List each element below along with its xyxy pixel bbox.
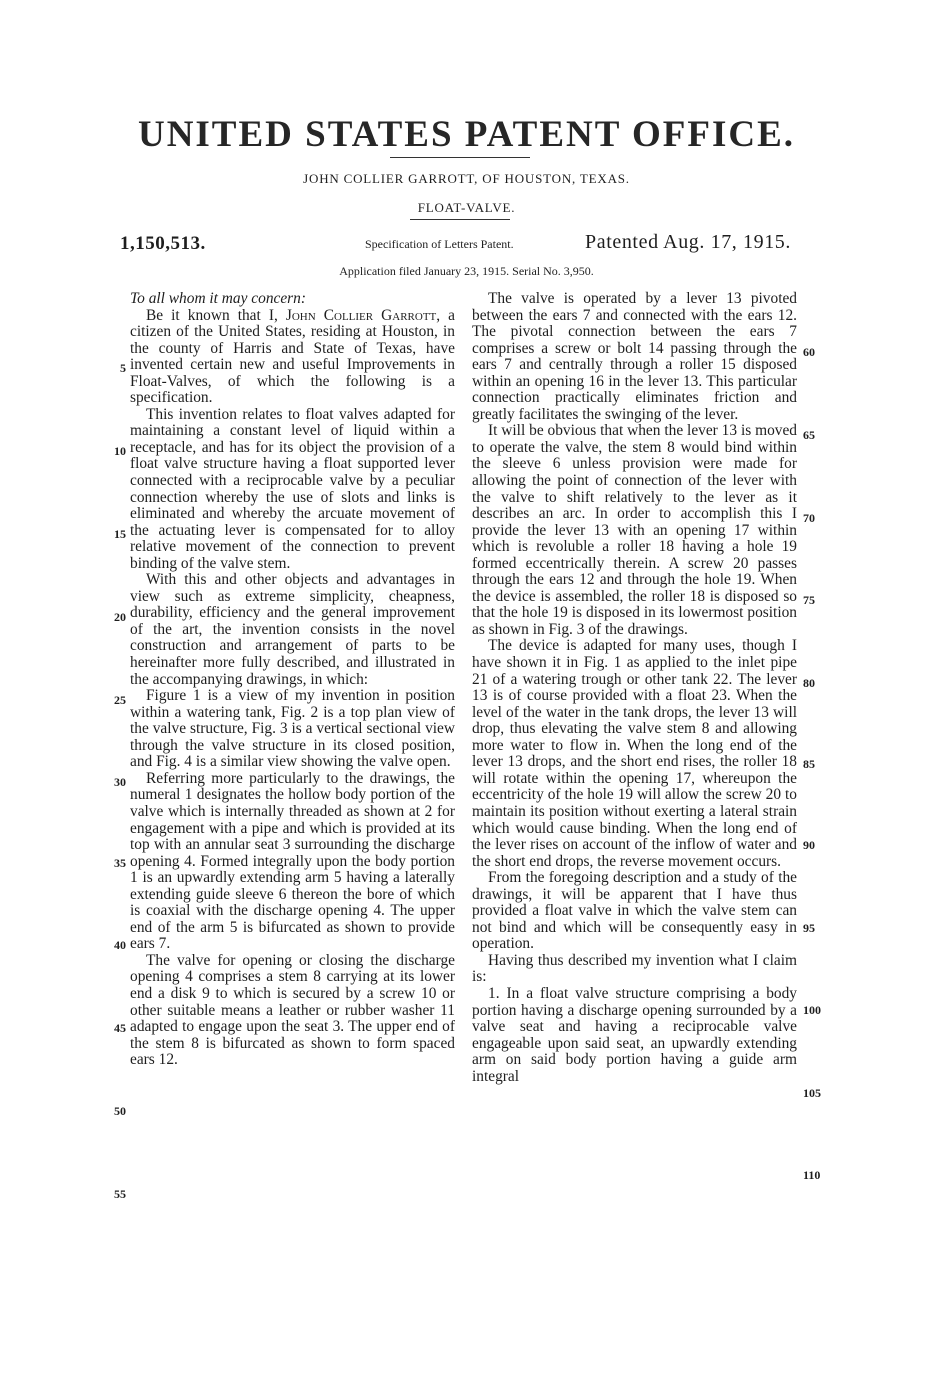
line-number: 80 (803, 676, 815, 690)
line-number: 20 (114, 610, 126, 624)
line-number: 25 (114, 693, 126, 707)
patented-date: Patented Aug. 17, 1915. (585, 231, 792, 253)
paragraph: The valve is operated by a lever 13 pivoted between the ears 7 and connected with the ears 12. The pivotal connection between the ears 7 comprises a screw or bolt 14 passing through the ears 7 and centrally through a roller 15 disposed within an opening 16 in the lever 13. This particular connection practically eliminates friction and greatly facilitates the swinging of the lever. (472, 290, 797, 423)
line-number: 105 (803, 1086, 821, 1100)
claims-intro: Having thus described my invention what I claim is: (472, 951, 797, 986)
line-number: 5 (120, 361, 126, 375)
line-number: 70 (803, 511, 815, 525)
paragraph: This invention relates to float valves adapted for maintaining a constant level of liquid within a receptacle, and has for its object the provision of a float valve structure having a float supported lever connected with a reciprocable valve by a peculiar connection whereby the use of slots and links is eliminated and whereby the arcuate movement of the actuating lever is compensated for to alloy relative movement of the connection to prevent binding of the valve stem. (130, 405, 455, 572)
line-number: 50 (114, 1104, 126, 1118)
subject-rule (410, 219, 510, 220)
paragraph: The valve for opening or closing the discharge opening 4 comprises a stem 8 carrying at its lower end a disk 9 to which is secured by a screw 10 or other suitable means a leather or rubber washer 11 adapted to engage upon the seat 3. The upper end of the stem 8 is bifurcated as shown to form spaced ears 12. (130, 951, 455, 1069)
line-number: 65 (803, 428, 815, 442)
paragraph: Figure 1 is a view of my invention in position within a watering tank, Fig. 2 is a top plan view of the valve structure, Fig. 3 is a vertical sectional view through the valve structure in its closed position, and Fig. 4 is a similar view showing the valve open. (130, 687, 455, 771)
line-number: 15 (114, 527, 126, 541)
line-number: 75 (803, 593, 815, 607)
paragraph: From the foregoing description and a study of the drawings, it will be apparent that I have thus provided a float valve in which the valve stem can not bind and which will be consequently easy in operation. (472, 869, 797, 953)
patent-number: 1,150,513. (120, 233, 206, 254)
inventor-name: John Collier Garrott (285, 306, 437, 324)
subject-line: FLOAT-VALVE. (417, 200, 516, 215)
specification-label: Specification of Letters Patent. (365, 237, 514, 251)
claim-1: 1. In a float valve structure comprising a body portion having a discharge opening surrounded by a valve seat and having a reciprocable valve engageable upon said seat, an upwardly extending arm on said body portion having a guide arm integral (472, 984, 797, 1085)
line-number: 40 (114, 938, 126, 952)
paragraph: It will be obvious that when the lever 13 is moved to operate the valve, the stem 8 would bind within the sleeve 6 unless provision were made for allowing the point of connection of the lever with the valve to shift relatively to the lever as it describes an arc. In order to accomplish this I provide the lever 13 with an opening 17 within which is revoluble a roller 18 having a hole 19 formed eccentrically therein. A screw 20 passes through the ears 12 and through the hole 19. When the device is assembled, the roller 18 is disposed so that the hole 19 is disposed in its lowermost position as shown in Fig. 3 of the drawings. (472, 422, 797, 638)
line-number: 30 (114, 775, 126, 789)
left-column (130, 291, 455, 1069)
paragraph: The device is adapted for many uses, though I have shown it in Fig. 1 as applied to the inlet pipe 21 of a watering trough or other tank 22. The lever 13 is of course provided with a float 23. When the level of the water in the tank drops, the lever 13 will drop, thus elevating the valve stem 8 and allowing more water to flow in. When the long end of the lever 13 drops, and the short end rises, the roller 18 will rotate within the opening 17, whereupon the eccentricity of the hole 19 will allow the screw 20 to maintain its position without exerting a lateral strain which would cause binding. When the long end of the lever rises on account of the inflow of water and the short end drops, the reverse movement occurs. (472, 637, 797, 870)
application-filed: Application filed January 23, 1915. Serial No. 3,950. (339, 264, 594, 278)
salutation: To all whom it may concern: (130, 290, 306, 307)
paragraph: With this and other objects and advantages in view such as extreme simplicity, cheapness, durability, efficiency and the general improvement of the art, the invention consists in the novel construction and arrangement of parts to be hereinafter more fully described, and illustrated in the accompanying drawings, in which: (130, 571, 455, 688)
line-number: 35 (114, 856, 126, 870)
office-title: UNITED STATES PATENT OFFICE. (137, 114, 796, 155)
line-number: 100 (803, 1003, 821, 1017)
intro-text-b: , a citizen of the United States, residing at Houston, in the county of Harris and State of Texas, have invented certain new and useful Improvements in Float-Valves, of which the following is a specification. (130, 306, 455, 407)
paragraph: Referring more particularly to the drawings, the numeral 1 designates the hollow body portion of the valve which is internally threaded as shown at 2 for engagement with a pipe and which is provided at its top with an annular seat 3 surrounding the discharge opening 4. Formed integrally upon the body portion 1 is an upwardly extending arm 5 having a laterally extending guide sleeve 6 thereon the bore of which is coaxial with the discharge opening 4. The upper end of the arm 5 is bifurcated as shown to provide ears 7. (130, 769, 455, 953)
line-number: 110 (803, 1168, 821, 1182)
right-column (472, 291, 797, 1085)
line-number: 55 (114, 1187, 126, 1201)
intro-paragraph (130, 308, 455, 407)
line-number: 60 (803, 345, 815, 359)
line-number: 90 (803, 838, 815, 852)
line-number: 95 (803, 921, 815, 935)
line-number: 10 (114, 444, 126, 458)
inventor-line: JOHN COLLIER GARROTT, OF HOUSTON, TEXAS. (303, 171, 630, 186)
title-rule (390, 157, 530, 158)
line-number: 45 (114, 1021, 126, 1035)
line-number: 85 (803, 757, 815, 771)
intro-text-a: Be it known that I, (146, 306, 286, 324)
